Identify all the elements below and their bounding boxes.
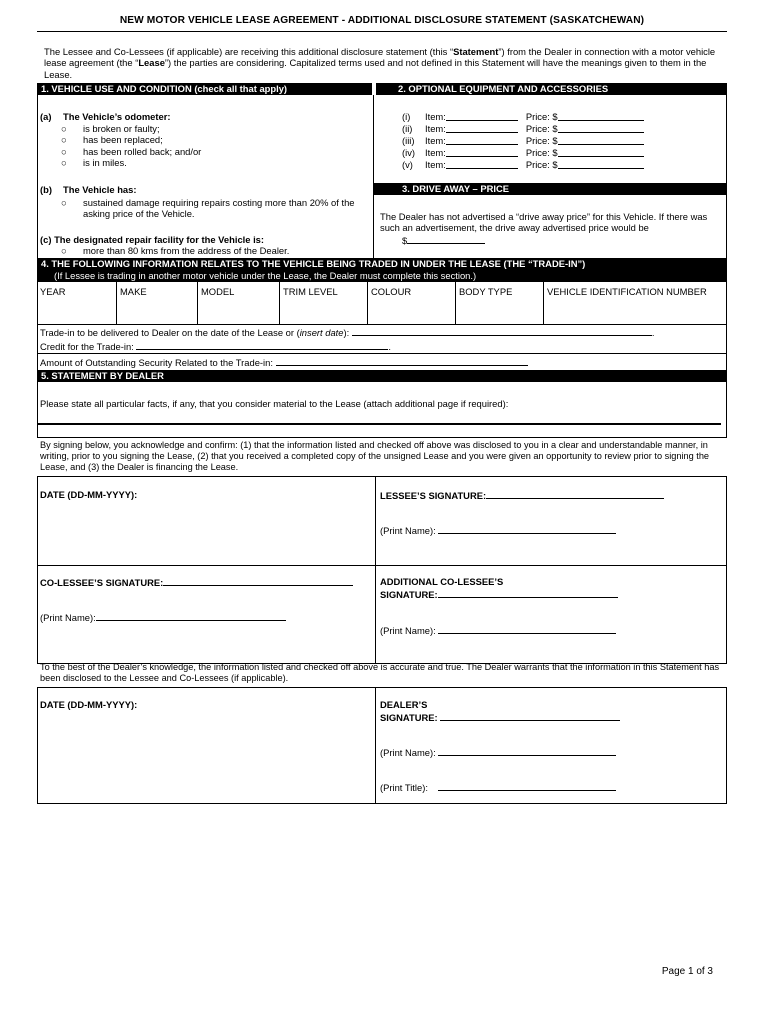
dealer-print-name-label: (Print Name): — [380, 747, 436, 758]
additional-colessee-print-name-label: (Print Name): — [380, 625, 436, 636]
additional-colessee-signature-line — [380, 588, 618, 600]
intro-text-2: ”) from the Dealer in connection with a motor vehicle lease agreement (the “ — [44, 46, 716, 69]
equipment-row — [402, 111, 702, 123]
frame-right — [726, 687, 727, 803]
odometer-option[interactable] — [61, 123, 361, 134]
row-divider — [37, 437, 727, 438]
credit-field[interactable] — [136, 340, 388, 350]
repair-facility-option[interactable] — [61, 245, 361, 256]
checkbox-circle-icon[interactable]: ○ — [61, 245, 67, 256]
frame-left — [37, 382, 38, 438]
equipment-row-number: (v) — [402, 159, 413, 170]
additional-colessee-signature-field[interactable] — [438, 588, 618, 598]
equipment-item-label: Item: — [425, 111, 446, 122]
col-divider — [543, 282, 544, 324]
title-divider — [37, 31, 727, 32]
dealer-date-label: DATE (DD-MM-YYYY): — [40, 699, 138, 710]
damage-title: The Vehicle has: — [63, 184, 137, 195]
equipment-row-number: (iv) — [402, 147, 416, 158]
damage-option[interactable] — [61, 197, 371, 220]
drive-away-dollar: $ — [402, 234, 408, 246]
checkbox-circle-icon[interactable]: ○ — [61, 145, 67, 157]
odometer-option-label: has been replaced; — [83, 134, 163, 146]
row-divider — [37, 353, 727, 354]
lessee-print-name-field[interactable] — [438, 524, 616, 534]
col-divider — [455, 282, 456, 324]
delivery-suffix: ): — [343, 327, 350, 338]
col-divider — [116, 282, 117, 324]
equipment-price-label: Price: $ — [525, 159, 558, 170]
equipment-row — [402, 147, 702, 159]
security-label: Amount of Outstanding Security Related to the Trade-in: — [40, 357, 273, 368]
equipment-price-field[interactable] — [558, 111, 644, 121]
equipment-row — [402, 135, 702, 147]
odometer-options — [61, 123, 361, 169]
lessee-print-name-line — [380, 524, 616, 536]
col-divider — [367, 282, 368, 324]
col-header-vin: VEHICLE IDENTIFICATION NUMBER — [547, 286, 707, 297]
equipment-price-field[interactable] — [558, 135, 644, 145]
colessee-print-name-label: (Print Name): — [40, 612, 96, 623]
page-number: Page 1 of 3 — [661, 966, 713, 977]
dealer-print-title-field[interactable] — [438, 781, 616, 791]
frame-right — [726, 476, 727, 663]
intro-bold-lease: Lease — [138, 57, 165, 69]
intro-text-1: The Lessee and Co-Lessees (if applicable) are receiving this additional disclosure statement (this “ — [44, 46, 454, 57]
col-header-year: YEAR — [40, 286, 66, 297]
equipment-item-label: Item: — [425, 147, 446, 158]
col-header-model: MODEL — [201, 286, 235, 297]
equipment-price-field[interactable] — [558, 123, 644, 133]
row-divider — [37, 476, 727, 477]
section2-header: 2. OPTIONAL EQUIPMENT AND ACCESSORIES — [376, 83, 727, 95]
intro-bold-statement: Statement — [453, 46, 499, 57]
additional-colessee-label-2: SIGNATURE: — [380, 589, 438, 600]
lessee-signature-field[interactable] — [486, 489, 664, 499]
trade-in-security-line — [40, 356, 528, 368]
section4-subheader: (If Lessee is trading in another motor vehicle under the Lease, the Dealer must complete this section.) — [37, 270, 727, 282]
odometer-option-label: is in miles. — [83, 157, 127, 169]
delivery-label: Trade-in to be delivered to Dealer on the date of the Lease or ( — [40, 327, 300, 338]
row-divider — [37, 687, 727, 688]
section1-header: 1. VEHICLE USE AND CONDITION (check all that apply) — [37, 83, 372, 95]
checkbox-circle-icon[interactable]: ○ — [61, 197, 67, 208]
equipment-item-label: Item: — [425, 159, 446, 170]
dealer-signature-label-1: DEALER’S — [380, 699, 428, 710]
trade-in-delivery-line: Trade-in to be delivered to Dealer on the date of the Lease or (insert date): . — [40, 327, 655, 338]
drive-away-price-field[interactable] — [407, 234, 485, 244]
frame-middle — [375, 476, 376, 663]
odometer-option[interactable] — [61, 157, 361, 168]
equipment-item-field[interactable] — [446, 123, 518, 133]
equipment-price-field[interactable] — [558, 159, 644, 169]
dealer-signature-label-2: SIGNATURE: — [380, 712, 438, 723]
lessee-signature-line — [380, 489, 664, 501]
col-header-colour: COLOUR — [371, 286, 412, 297]
equipment-price-label: Price: $ — [525, 123, 558, 134]
frame-left — [37, 95, 38, 258]
colessee-print-name-line — [40, 611, 286, 623]
frame-right — [726, 95, 727, 258]
col-header-body-type: BODY TYPE — [459, 286, 513, 297]
odometer-title: The Vehicle’s odometer: — [63, 111, 171, 122]
equipment-price-label: Price: $ — [525, 135, 558, 146]
odometer-label: (a) — [40, 111, 52, 122]
section3-header: 3. DRIVE AWAY – PRICE — [374, 183, 727, 195]
delivery-italic: insert date — [299, 327, 344, 338]
section4-header: 4. THE FOLLOWING INFORMATION RELATES TO THE VEHICLE BEING TRADED IN UNDER THE LEASE (THE “TRADE-IN”) — [37, 258, 727, 270]
delivery-date-field[interactable] — [352, 326, 652, 336]
row-divider — [37, 324, 727, 325]
equipment-row-number: (i) — [402, 111, 411, 122]
repair-facility-title: (c) The designated repair facility for the Vehicle is: — [40, 234, 265, 245]
equipment-row — [402, 159, 702, 171]
frame-right — [726, 382, 727, 438]
dealer-print-title-line — [380, 781, 616, 793]
dealer-print-name-line — [380, 746, 616, 758]
equipment-row — [402, 123, 702, 135]
dealer-statement-prompt: Please state all particular facts, if any, that you consider material to the Lease (attach additional page if required): — [40, 398, 509, 409]
col-divider — [197, 282, 198, 324]
dealer-signature-field[interactable] — [440, 711, 620, 721]
lessee-print-name-label: (Print Name): — [380, 525, 436, 536]
col-header-trim-level: TRIM LEVEL — [283, 286, 338, 297]
frame-middle — [375, 687, 376, 803]
trade-in-credit-line: Credit for the Trade-in: . — [40, 341, 392, 352]
damage-option-label: sustained damage requiring repairs costing more than 20% of the asking price of the Vehicle. — [83, 197, 355, 220]
equipment-item-field[interactable] — [446, 135, 518, 145]
col-divider — [279, 282, 280, 324]
equipment-item-field[interactable] — [446, 159, 518, 169]
frame-middle — [373, 95, 374, 258]
security-field[interactable] — [276, 356, 528, 366]
dealer-print-name-field[interactable] — [438, 746, 616, 756]
equipment-item-label: Item: — [425, 123, 446, 134]
additional-colessee-label-1: ADDITIONAL CO-LESSEE’S — [380, 576, 504, 587]
additional-colessee-print-name-line — [380, 624, 616, 636]
frame-left — [37, 687, 38, 803]
equipment-item-label: Item: — [425, 135, 446, 146]
colessee-signature-line — [40, 576, 353, 588]
equipment-price-field[interactable] — [558, 147, 644, 157]
intro-text-3: ”) the parties are considering. Capitalized terms used and not defined in this Statement will have the meanings given to them in the Lease. — [44, 57, 707, 80]
odometer-option[interactable] — [61, 134, 361, 145]
equipment-row-number: (ii) — [402, 123, 413, 134]
frame-left — [37, 282, 38, 370]
colessee-signature-field[interactable] — [163, 576, 353, 586]
odometer-option-label: has been rolled back; and/or — [83, 145, 202, 157]
frame-left — [37, 476, 38, 663]
row-divider — [37, 565, 727, 566]
dealer-warranty-paragraph: To the best of the Dealer’s knowledge, the information listed and checked off above is accurate and true. The Dealer warrants that the information in this Statement has been disclosed to the Lessee and Co-Lessees (if applicable). — [40, 662, 720, 684]
col-header-make: MAKE — [120, 286, 147, 297]
drive-away-paragraph: The Dealer has not advertised a “drive away price” for this Vehicle. If there was such an advertisement, the drive away advertised price would be — [380, 211, 708, 234]
row-divider — [37, 803, 727, 804]
intro-paragraph — [44, 46, 724, 80]
checkbox-circle-icon[interactable]: ○ — [61, 157, 67, 169]
checkbox-circle-icon[interactable]: ○ — [61, 123, 67, 134]
repair-facility-option-label: more than 80 kms from the address of the Dealer. — [83, 245, 290, 256]
document-title: NEW MOTOR VEHICLE LEASE AGREEMENT - ADDITIONAL DISCLOSURE STATEMENT (SASKATCHEWAN) — [119, 15, 645, 26]
odometer-option-label: is broken or faulty; — [83, 123, 160, 134]
colessee-print-name-field[interactable] — [96, 611, 286, 621]
checkbox-circle-icon[interactable]: ○ — [61, 134, 67, 146]
lessee-date-label: DATE (DD-MM-YYYY): — [40, 489, 138, 500]
odometer-option[interactable] — [61, 146, 361, 157]
lessee-signature-label: LESSEE’S SIGNATURE: — [380, 490, 487, 501]
additional-colessee-print-name-field[interactable] — [438, 624, 616, 634]
section5-header: 5. STATEMENT BY DEALER — [37, 370, 727, 382]
acknowledgment-paragraph: By signing below, you acknowledge and confirm: (1) that the information listed and checked off above was disclosed to you in a clear and understandable manner, in writing, prior to you signing the Lease, (2) that you received a completed copy of the unsigned Lease and you were given an opportunity to review prior to signing the Lease, and (3) the Dealer is financing the Lease. — [40, 440, 710, 473]
equipment-price-label: Price: $ — [525, 147, 558, 158]
dealer-statement-field[interactable] — [37, 423, 721, 425]
equipment-item-field[interactable] — [446, 147, 518, 157]
dealer-print-title-label: (Print Title): — [380, 782, 428, 793]
credit-label: Credit for the Trade-in: — [40, 341, 134, 352]
equipment-row-number: (iii) — [402, 135, 415, 146]
equipment-list — [402, 111, 702, 171]
equipment-item-field[interactable] — [446, 111, 518, 121]
colessee-signature-label: CO-LESSEE’S SIGNATURE: — [40, 577, 164, 588]
equipment-price-label: Price: $ — [525, 111, 558, 122]
damage-label: (b) — [40, 184, 52, 195]
frame-right — [726, 282, 727, 370]
dealer-signature-line — [380, 711, 620, 723]
drive-away-text — [380, 211, 720, 246]
